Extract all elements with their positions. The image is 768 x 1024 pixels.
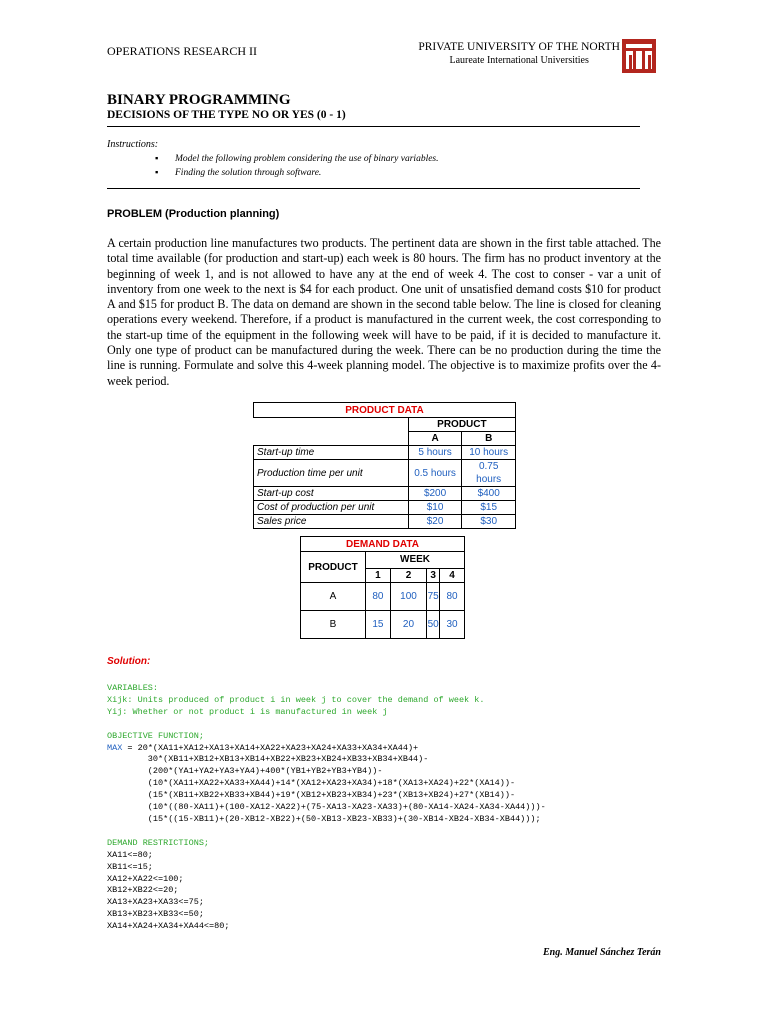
instructions-label: Instructions: [107,139,159,150]
column-header: 2 [390,568,426,582]
table-row: Cost of production per unit $10 $15 [254,501,516,515]
university-network: Laureate International Universities [449,55,589,66]
lingo-code [107,683,546,933]
table-row: Sales price $20 $30 [254,515,516,529]
code-line: (200*(YA1+YA2+YA3+YA4)+400*(YB1+YB2+YB3+YB4))- [107,766,383,777]
instruction-item: ▪ Finding the solution through software. [175,166,439,180]
code-line: 30*(XB11+XB12+XB13+XB14+XB22+XB23+XB24+XB33+XB34+XB44)- [107,754,429,765]
table-row: Start-up time 5 hours 10 hours [254,446,516,460]
instructions-list [175,152,439,180]
code-comment: VARIABLES: [107,683,159,693]
table-caption: DEMAND DATA [301,537,465,552]
page-subtitle: DECISIONS OF THE TYPE NO OR YES (0 - 1) [107,109,346,121]
code-line: XA11<=80; [107,849,153,860]
column-header: 3 [427,568,440,582]
table-row: B 15 20 50 30 [301,611,465,639]
column-group-header: WEEK [366,552,465,569]
instruction-item: ▪ Model the following problem considering the use of binary variables. [175,152,439,166]
solution-label: Solution: [107,656,151,667]
column-header: 4 [440,568,465,582]
code-line: MAX = 20*(XA11+XA12+XA13+XA14+XA22+XA23+XA24+XA33+XA34+XA44)+ [107,742,419,753]
code-line: XA13+XA23+XA33<=75; [107,897,204,908]
code-comment: Xijk: Units produced of product i in week j to cover the demand of week k. [107,694,485,705]
table-row: Start-up cost $200 $400 [254,487,516,501]
code-line: (10*(XA11+XA22+XA33+XA44)+14*(XA12+XA23+XA34)+18*(XA13+XA24)+22*(XA14))- [107,778,516,789]
code-line: XA14+XA24+XA34+XA44<=80; [107,921,230,932]
code-line: XB11<=15; [107,861,153,872]
problem-heading: PROBLEM (Production planning) [107,208,280,220]
problem-text: A certain production line manufactures two products. The pertinent data are shown in the first table attached. The total time available (for production and start-up) each week is 80 hours. The firm has no product inventory at the beginning of week 1, and is not allowed to have any at the end of week 4. The cost to conser - var a unit of inventory from one week to the next is $4 for each product. One unit of unsatisfied demand costs $10 for product A and $15 for product B. The data on demand are shown in the second table below. The line is closed for cleaning operations every weekend. Therefore, if a product is manufactured in the current week, the cost corresponding to the start-up time of the equipment in the following week will have to be paid, if it is decided to manufacture it. Only one type of product can be manufactured during the week. There can be no production during the time the line is running. Formulate and solve this 4-week planning model. The objective is to maximize profits over the 4-week period. [107,236,661,388]
demand-data-table [300,536,465,639]
university-header [418,41,620,67]
divider [107,126,640,127]
university-name: PRIVATE UNIVERSITY OF THE NORTH [418,41,620,53]
code-line: XA12+XA22<=100; [107,873,184,884]
product-data-table [253,402,516,529]
author-footer: Eng. Manuel Sánchez Terán [543,947,661,958]
page-title: BINARY PROGRAMMING [107,92,291,108]
row-header: PRODUCT [301,552,366,583]
code-comment: OBJECTIVE FUNCTION; [107,730,204,741]
column-header: B [462,432,516,446]
column-group-header: PRODUCT [408,418,515,432]
divider [107,188,640,189]
code-line: XB12+XB22<=20; [107,885,179,896]
course-title: OPERATIONS RESEARCH II [107,44,258,58]
table-row: A 80 100 75 80 [301,583,465,611]
code-line: (15*((15-XB11)+(20-XB12-XB22)+(50-XB13-XB23-XB33)+(30-XB14-XB24-XB34-XB44))); [107,813,541,824]
column-header: A [408,432,462,446]
table-caption: PRODUCT DATA [254,403,516,418]
code-line: (10*((80-XA11)+(100-XA12-XA22)+(75-XA13-XA23-XA33)+(80-XA14-XA24-XA34-XA44)))- [107,802,546,813]
code-line: (15*(XB11+XB22+XB33+XB44)+19*(XB12+XB23+XB34)+23*(XB13+XB24)+27*(XB14))- [107,790,516,801]
column-header: 1 [366,568,391,582]
code-keyword: MAX [107,742,123,753]
code-comment: Yij: Whether or not product i is manufactured in week j [107,706,388,717]
table-row: Production time per unit 0.5 hours 0.75 hours [254,460,516,487]
code-comment: DEMAND RESTRICTIONS; [107,837,210,848]
code-line: XB13+XB23+XB33<=50; [107,909,204,920]
university-logo-icon [622,39,656,73]
